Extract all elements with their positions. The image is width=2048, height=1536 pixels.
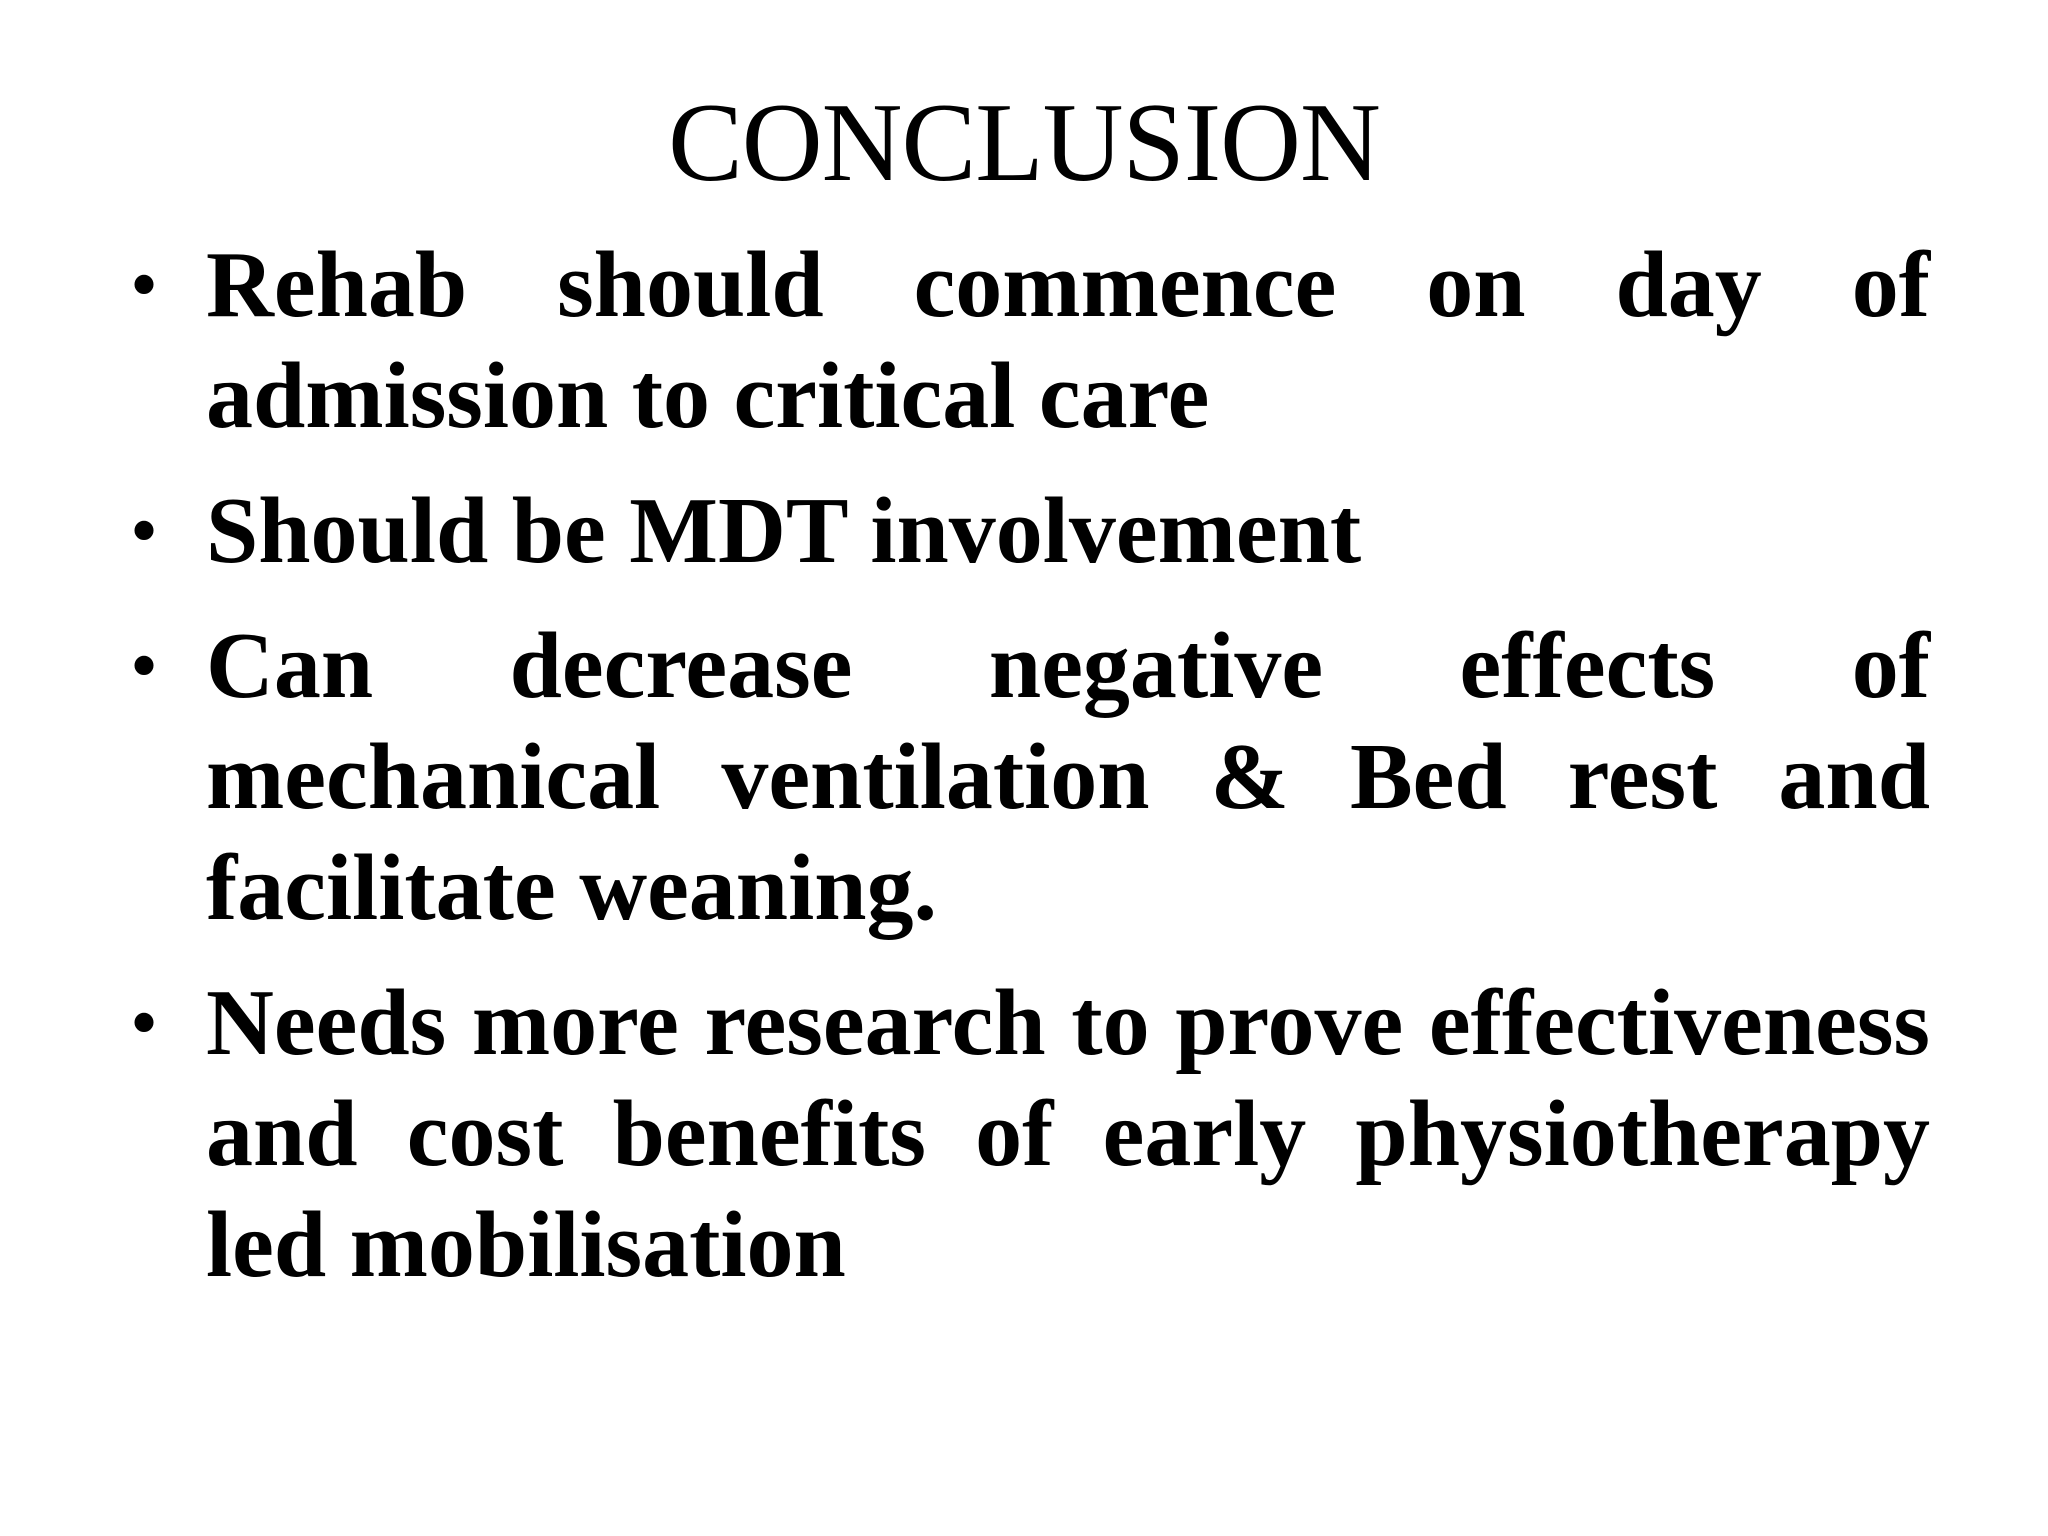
bullet-list <box>130 230 1930 1325</box>
bullet-icon: • <box>130 241 159 329</box>
bullet-icon: • <box>130 487 159 575</box>
bullet-item <box>130 968 1930 1301</box>
bullet-text: Needs more research to prove effectiveness and cost benefits of early physiotherapy led mobilisation <box>206 971 1930 1297</box>
slide-title: CONCLUSION <box>668 81 1380 205</box>
bullet-item <box>130 611 1930 944</box>
bullet-icon: • <box>130 979 159 1067</box>
bullet-text: Rehab should commence on day of admission to critical care <box>206 233 1930 448</box>
bullet-item <box>130 230 1930 452</box>
bullet-text: Can decrease negative effects of mechanical ventilation & Bed rest and facilitate weaning. <box>206 614 1930 940</box>
bullet-text: Should be MDT involvement <box>206 479 1362 583</box>
bullet-item <box>130 476 1930 587</box>
bullet-icon: • <box>130 622 159 710</box>
